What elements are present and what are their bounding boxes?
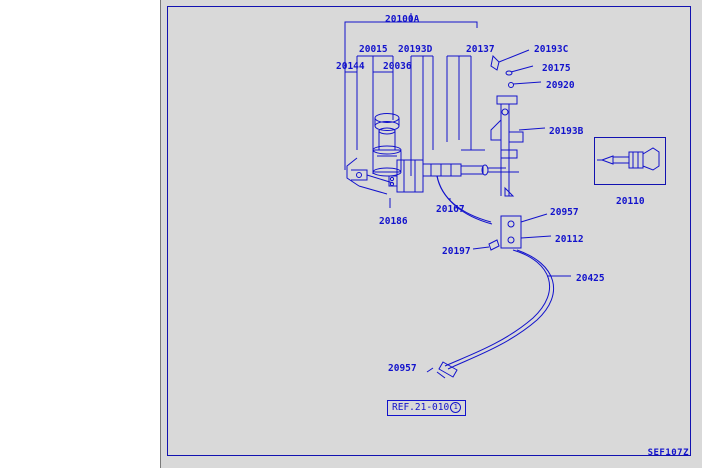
diagram-panel [160,0,702,468]
callout-20957-lower: 20957 [388,363,417,374]
slave-cyl-rod [613,157,629,163]
drawing-code: SEF107Z [647,448,689,458]
callout-20112: 20112 [555,234,584,245]
callout-20193D: 20193D [398,44,433,55]
callout-20425: 20425 [576,273,605,284]
callout-20197: 20197 [442,246,471,257]
callout-20193B: 20193B [549,126,584,137]
callout-20920: 20920 [546,80,575,91]
reference-text: REF.21-010 [392,402,450,413]
reference-circle-marker: 1 [450,402,461,413]
slave-cyl-ribs [633,152,638,168]
slave-cyl-boot [643,148,659,170]
callout-20100A: 20100A [385,14,420,25]
callout-20110: 20110 [616,196,645,207]
slave-cyl-body [629,152,643,168]
callout-20036: 20036 [383,61,412,72]
callout-20144: 20144 [336,61,365,72]
inset-artwork-20110 [161,0,702,468]
callout-20015: 20015 [359,44,388,55]
callout-20175: 20175 [542,63,571,74]
reference-box[interactable] [387,400,466,416]
callout-20957-upper: 20957 [550,207,579,218]
callout-20167: 20167 [436,204,465,215]
slave-cyl-tip [602,156,613,164]
callout-20186: 20186 [379,216,408,227]
callout-20137: 20137 [466,44,495,55]
callout-20193C: 20193C [534,44,569,55]
